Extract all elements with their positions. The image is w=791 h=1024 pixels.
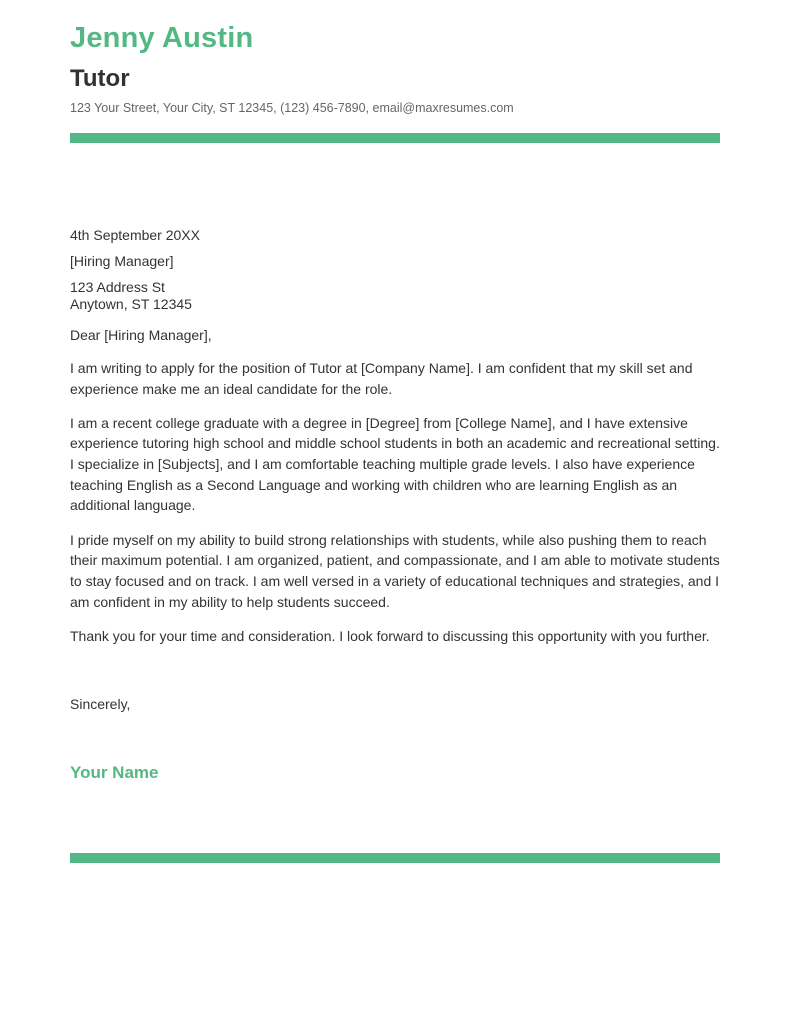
header-divider xyxy=(70,133,720,143)
closing: Sincerely, xyxy=(70,696,131,712)
contact-info: 123 Your Street, Your City, ST 12345, (123) 456-7890, email@maxresumes.com xyxy=(70,101,514,115)
salutation: Dear [Hiring Manager], xyxy=(70,327,212,343)
recipient-address-line1: 123 Address St xyxy=(70,279,165,295)
signature-name: Your Name xyxy=(70,763,159,782)
recipient-name: [Hiring Manager] xyxy=(70,253,174,269)
body-paragraph-3: I pride myself on my ability to build strong relationships with students, while also pushing them to reach their maximum potential. I am organized, patient, and compassionate, and I am able to motivate students to stay focused and on track. I am well versed in a variety of educational techniques and strategies, and I am confident in my ability to help students succeed. xyxy=(70,531,720,610)
applicant-name: Jenny Austin xyxy=(70,22,254,54)
body-paragraph-4: Thank you for your time and consideration. I look forward to discussing this opportunity with you further. xyxy=(70,627,710,644)
letter-date: 4th September 20XX xyxy=(70,227,200,243)
body-paragraph-1: I am writing to apply for the position of Tutor at [Company Name]. I am confident that my skill set and experience make me an ideal candidate for the role. xyxy=(70,360,693,397)
job-title: Tutor xyxy=(70,65,130,92)
body-paragraph-2: I am a recent college graduate with a degree in [Degree] from [College Name], and I have extensive experience tutoring high school and middle school students in both an academic and recreational setting. I specialize in [Subjects], and I am comfortable teaching multiple grade levels. I also have experience teaching English as a Second Language and working with children who are learning English as an additional language. xyxy=(70,414,720,514)
footer-divider xyxy=(70,853,720,863)
recipient-address-line2: Anytown, ST 12345 xyxy=(70,296,192,312)
